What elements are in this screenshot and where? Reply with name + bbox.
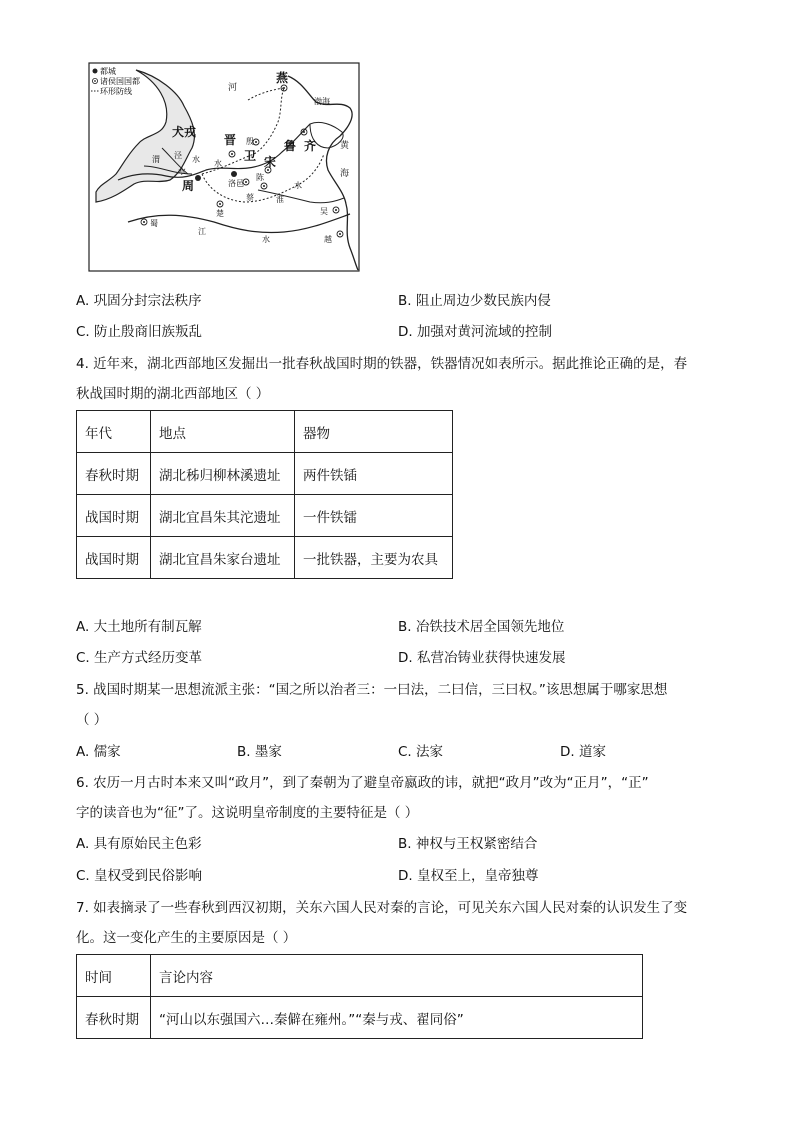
table-header-cell: 言论内容 (151, 955, 643, 997)
label-jing: 泾 (174, 151, 182, 160)
label-wu: 吴 (320, 207, 328, 216)
q5-stem-line-2: （ ） (76, 712, 108, 728)
q6-option-d: D. 皇权至上，皇帝独尊 (398, 868, 539, 884)
table-cell: 春秋时期 (77, 997, 151, 1039)
q6-option-b: B. 神权与王权紧密结合 (398, 836, 538, 852)
table-row (77, 495, 453, 537)
label-qi: 齐 (304, 139, 317, 153)
label-shu: 蜀 (150, 219, 158, 228)
label-jin: 晋 (224, 133, 237, 147)
table-cell: “河山以东强国六…秦僻在雍州。”“秦与戎、翟同俗” (151, 997, 643, 1039)
q5-stem-line-1: 5. 战国时期某一思想流派主张：“国之所以治者三：一曰法，二曰信，三曰权。”该思想属于哪家思想 (76, 682, 668, 698)
label-chu: 楚 (216, 209, 224, 218)
table-header-row (77, 955, 643, 997)
label-huang: 黄 (340, 141, 350, 151)
table-cell: 一批铁器，主要为农具 (295, 537, 453, 579)
zhou-capital-marker (195, 175, 201, 181)
q3-option-d: D. 加强对黄河流域的控制 (398, 324, 552, 340)
q3-option-c: C. 防止殷商旧族叛乱 (76, 324, 203, 340)
table-cell: 战国时期 (77, 495, 151, 537)
table-cell: 两件铁锸 (295, 453, 453, 495)
historical-map (88, 62, 360, 272)
q6-option-c: C. 皇权受到民俗影响 (76, 868, 203, 884)
label-cai: 蔡 (246, 193, 254, 202)
q3-option-b: B. 阻止周边少数民族内侵 (398, 293, 551, 309)
label-jiang: 江 (198, 227, 206, 236)
legend-vassal-capital: 诸侯国国都 (100, 77, 140, 86)
table-cell: 战国时期 (77, 537, 151, 579)
q4-option-a: A. 大土地所有制瓦解 (76, 619, 202, 635)
table-row (77, 997, 643, 1039)
q6-stem-line-2: 字的读音也为“征”了。这说明皇帝制度的主要特征是（ ） (76, 805, 419, 821)
label-shui-1: 水 (192, 155, 200, 164)
q3-option-a: A. 巩固分封宗法秩序 (76, 293, 202, 309)
label-yan: 燕 (276, 71, 289, 85)
q4-option-b: B. 冶铁技术居全国领先地位 (398, 619, 565, 635)
q4-table (76, 410, 453, 579)
q6-option-a: A. 具有原始民主色彩 (76, 836, 202, 852)
legend-capital-symbol (93, 69, 98, 74)
label-chen: 陈 (256, 173, 264, 182)
q7-stem-line-2: 化。这一变化产生的主要原因是（ ） (76, 930, 297, 946)
table-header-cell: 时间 (77, 955, 151, 997)
luoyi-capital-marker (231, 171, 237, 177)
q6-stem-line-1: 6. 农历一月古时本来又叫“政月”，到了秦朝为了避皇帝嬴政的讳，就把“政月”改为“正月”，“正” (76, 775, 649, 791)
label-shui-5: 水 (262, 235, 270, 244)
label-he: 河 (228, 83, 238, 93)
q5-option-d: D. 道家 (560, 744, 606, 760)
label-quanrong: 犬戎 (172, 125, 197, 139)
q4-option-d: D. 私营冶铸业获得快速发展 (398, 650, 566, 666)
table-cell: 春秋时期 (77, 453, 151, 495)
label-yin: 殷 (246, 137, 254, 146)
label-hai: 海 (340, 169, 350, 179)
label-yue: 越 (324, 235, 332, 244)
table-cell: 一件铁镭 (295, 495, 453, 537)
label-luoyi: 洛邑 (228, 179, 244, 188)
table-header-cell: 年代 (77, 411, 151, 453)
label-wei-river: 渭 (152, 155, 160, 164)
q7-stem-line-1: 7. 如表摘录了一些春秋到西汉初期，关东六国人民对秦的言论，可见关东六国人民对秦的认识发生了变 (76, 900, 688, 916)
table-cell: 湖北宜昌朱家台遗址 (151, 537, 295, 579)
legend-defense-line: 环形防线 (100, 87, 132, 96)
label-shui-2: 水 (178, 167, 186, 176)
q5-option-a: A. 儒家 (76, 744, 121, 760)
table-cell: 湖北秭归柳林溪遗址 (151, 453, 295, 495)
q4-stem-line-1: 4. 近年来，湖北西部地区发掘出一批春秋战国时期的铁器，铁器情况如表所示。据此推论正确的是，春 (76, 356, 688, 372)
label-shui-3: 水 (214, 159, 222, 168)
map-svg (88, 62, 360, 272)
legend-capital: 都城 (100, 67, 116, 76)
label-song: 宋 (264, 155, 277, 169)
table-row (77, 453, 453, 495)
q5-option-c: C. 法家 (398, 744, 444, 760)
q4-stem-line-2: 秋战国时期的湖北西部地区（ ） (76, 386, 270, 402)
table-header-cell: 地点 (151, 411, 295, 453)
label-huai: 淮 (276, 195, 284, 204)
table-header-cell: 器物 (295, 411, 453, 453)
table-header-row (77, 411, 453, 453)
label-lu: 鲁 (284, 139, 297, 153)
q5-option-b: B. 墨家 (237, 744, 282, 760)
table-row (77, 537, 453, 579)
q7-table (76, 954, 643, 1039)
label-zhou: 周 (182, 179, 195, 193)
label-shui-4: 水 (294, 181, 302, 190)
q4-option-c: C. 生产方式经历变革 (76, 650, 203, 666)
label-bohai: 渤海 (314, 97, 330, 106)
table-cell: 湖北宜昌朱其沱遗址 (151, 495, 295, 537)
label-wei-state: 卫 (244, 149, 257, 163)
